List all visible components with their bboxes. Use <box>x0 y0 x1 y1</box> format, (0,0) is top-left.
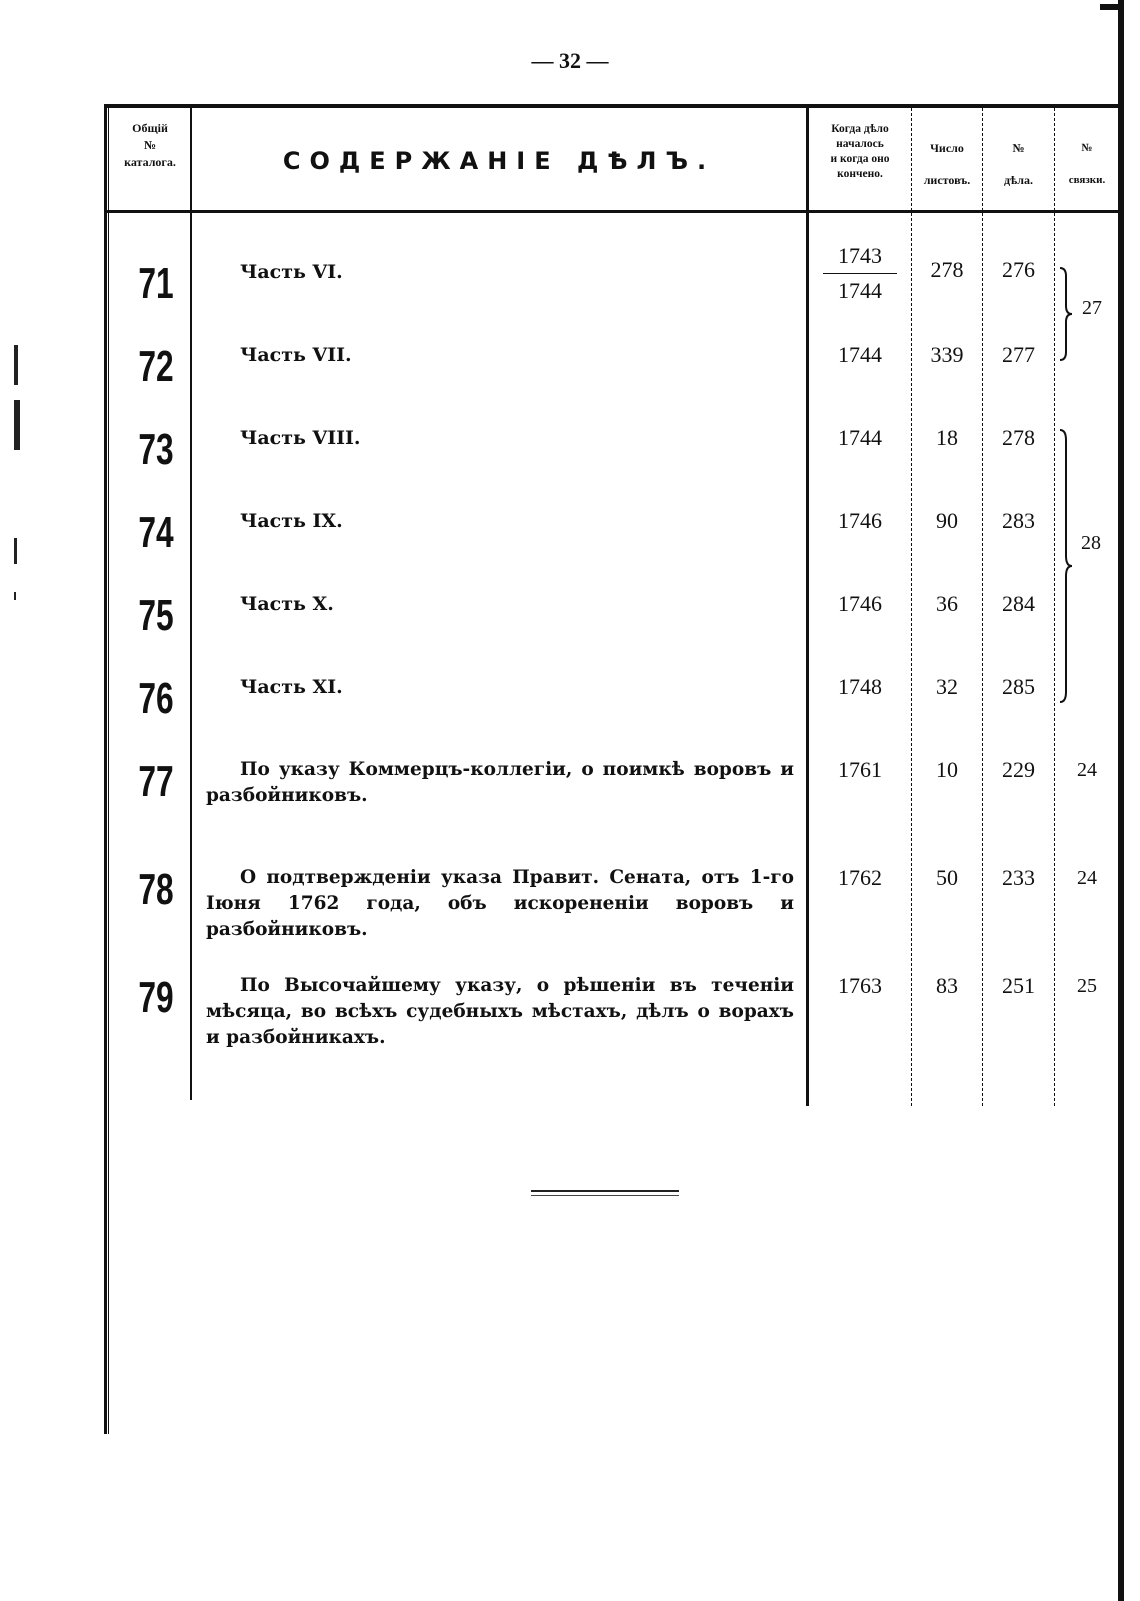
case-number: 233 <box>1002 865 1035 890</box>
catalog-number: 77 <box>138 757 174 806</box>
sheet-count: 18 <box>936 425 958 450</box>
catalog-number: 78 <box>138 865 174 914</box>
case-contents: Часть VII. <box>240 344 352 366</box>
case-number: 284 <box>1002 591 1035 616</box>
bundle-number: 24 <box>1077 867 1097 889</box>
closing-rule-thin <box>531 1195 679 1196</box>
case-contents: О подтвержденіи указа Правит. Сената, отъ 1-го Іюня 1762 года, объ искорененіи воровъ и разбойниковъ. <box>206 867 794 940</box>
case-contents: Часть IX. <box>240 510 343 532</box>
case-date: 1746 <box>838 508 882 533</box>
case-number: 285 <box>1002 674 1035 699</box>
date-start: 1743 <box>823 241 897 274</box>
table-row <box>106 243 1118 315</box>
header-sheet-count <box>912 132 982 196</box>
catalog-number: 74 <box>138 508 174 557</box>
table-top-rule <box>106 104 1118 108</box>
case-number: 277 <box>1002 342 1035 367</box>
case-number: 229 <box>1002 757 1035 782</box>
scan-mark <box>14 592 16 600</box>
table-row <box>106 423 1118 483</box>
case-date: 1744 <box>838 425 882 450</box>
header-case-line: дѣла. <box>1003 173 1033 187</box>
header-case-number <box>983 132 1054 196</box>
header-sheets-line: Число <box>930 141 964 155</box>
table-row <box>106 340 1118 400</box>
bundle-brace-icon <box>1058 428 1080 704</box>
case-contents: Часть XI. <box>240 676 343 698</box>
sheet-count: 90 <box>936 508 958 533</box>
header-dates-line: Когда дѣло <box>831 123 889 135</box>
table-row <box>106 589 1118 649</box>
case-contents: Часть X. <box>240 593 334 615</box>
scan-mark <box>14 400 20 450</box>
header-bundle-number <box>1055 132 1119 196</box>
bundle-label: 28 <box>1081 532 1101 554</box>
case-dates <box>809 241 911 306</box>
table-row <box>106 971 1118 1048</box>
date-end: 1744 <box>838 278 882 303</box>
header-case-line: № <box>1012 141 1025 155</box>
table-row <box>106 672 1118 732</box>
catalog-number: 73 <box>138 425 174 474</box>
catalog-number: 79 <box>138 973 174 1022</box>
header-dates-line: и когда оно <box>830 153 890 165</box>
header-catalog-line: каталога. <box>124 155 176 169</box>
closing-rule <box>531 1190 679 1192</box>
case-date: 1763 <box>838 973 882 998</box>
table-header-rule <box>106 210 1118 213</box>
case-contents: Часть VI. <box>240 261 343 283</box>
header-contents: СОДЕРЖАНІЕ ДѢЛЪ. <box>282 147 716 175</box>
bundle-brace-icon <box>1058 266 1080 362</box>
sheet-count: 83 <box>936 973 958 998</box>
sheet-count: 32 <box>936 674 958 699</box>
case-date: 1748 <box>838 674 882 699</box>
case-contents: Часть VIII. <box>240 427 361 449</box>
sheet-count: 278 <box>930 257 964 282</box>
table-row <box>106 863 1118 940</box>
page-number: — 32 — <box>531 48 609 73</box>
catalog-number: 76 <box>138 674 174 723</box>
header-dates-line: началось <box>836 138 884 150</box>
sheet-count: 339 <box>930 342 964 367</box>
catalog-number: 75 <box>138 591 174 640</box>
case-number: 283 <box>1002 508 1035 533</box>
case-date: 1762 <box>838 865 882 890</box>
bundle-label: 27 <box>1082 297 1102 319</box>
sheet-count: 36 <box>936 591 958 616</box>
case-date: 1744 <box>838 342 882 367</box>
bundle-number: 24 <box>1077 759 1097 781</box>
table-row <box>106 506 1118 566</box>
case-contents: По Высочайшему указу, о рѣшеніи въ теченіи мѣсяца, во всѣхъ судебныхъ мѣстахъ, дѣлъ о ворахъ и разбойникахъ. <box>206 975 794 1048</box>
sheet-count: 50 <box>936 865 958 890</box>
header-sheets-line: листовъ. <box>923 173 971 187</box>
case-number: 276 <box>1002 257 1035 282</box>
table-row <box>106 755 1118 815</box>
bundle-number: 25 <box>1077 975 1097 997</box>
header-dates <box>809 122 911 182</box>
header-bundle-line: № <box>1081 142 1093 154</box>
case-date: 1761 <box>838 757 882 782</box>
header-dates-line: кончено. <box>837 168 883 180</box>
catalog-number: 72 <box>138 342 174 391</box>
header-catalog-line: Общій <box>132 121 168 135</box>
case-date: 1746 <box>838 591 882 616</box>
case-number: 251 <box>1002 973 1035 998</box>
scan-mark <box>14 538 17 564</box>
page-edge <box>1118 0 1124 1601</box>
case-contents: По указу Коммерцъ-коллегіи, о поимкѣ воровъ и разбойниковъ. <box>206 759 794 806</box>
case-number: 278 <box>1002 425 1035 450</box>
scan-mark <box>14 345 18 385</box>
catalog-number: 71 <box>138 259 174 308</box>
header-catalog-line: № <box>143 138 157 152</box>
header-catalog-number <box>110 120 190 171</box>
sheet-count: 10 <box>936 757 958 782</box>
header-bundle-line: связки. <box>1068 174 1106 186</box>
